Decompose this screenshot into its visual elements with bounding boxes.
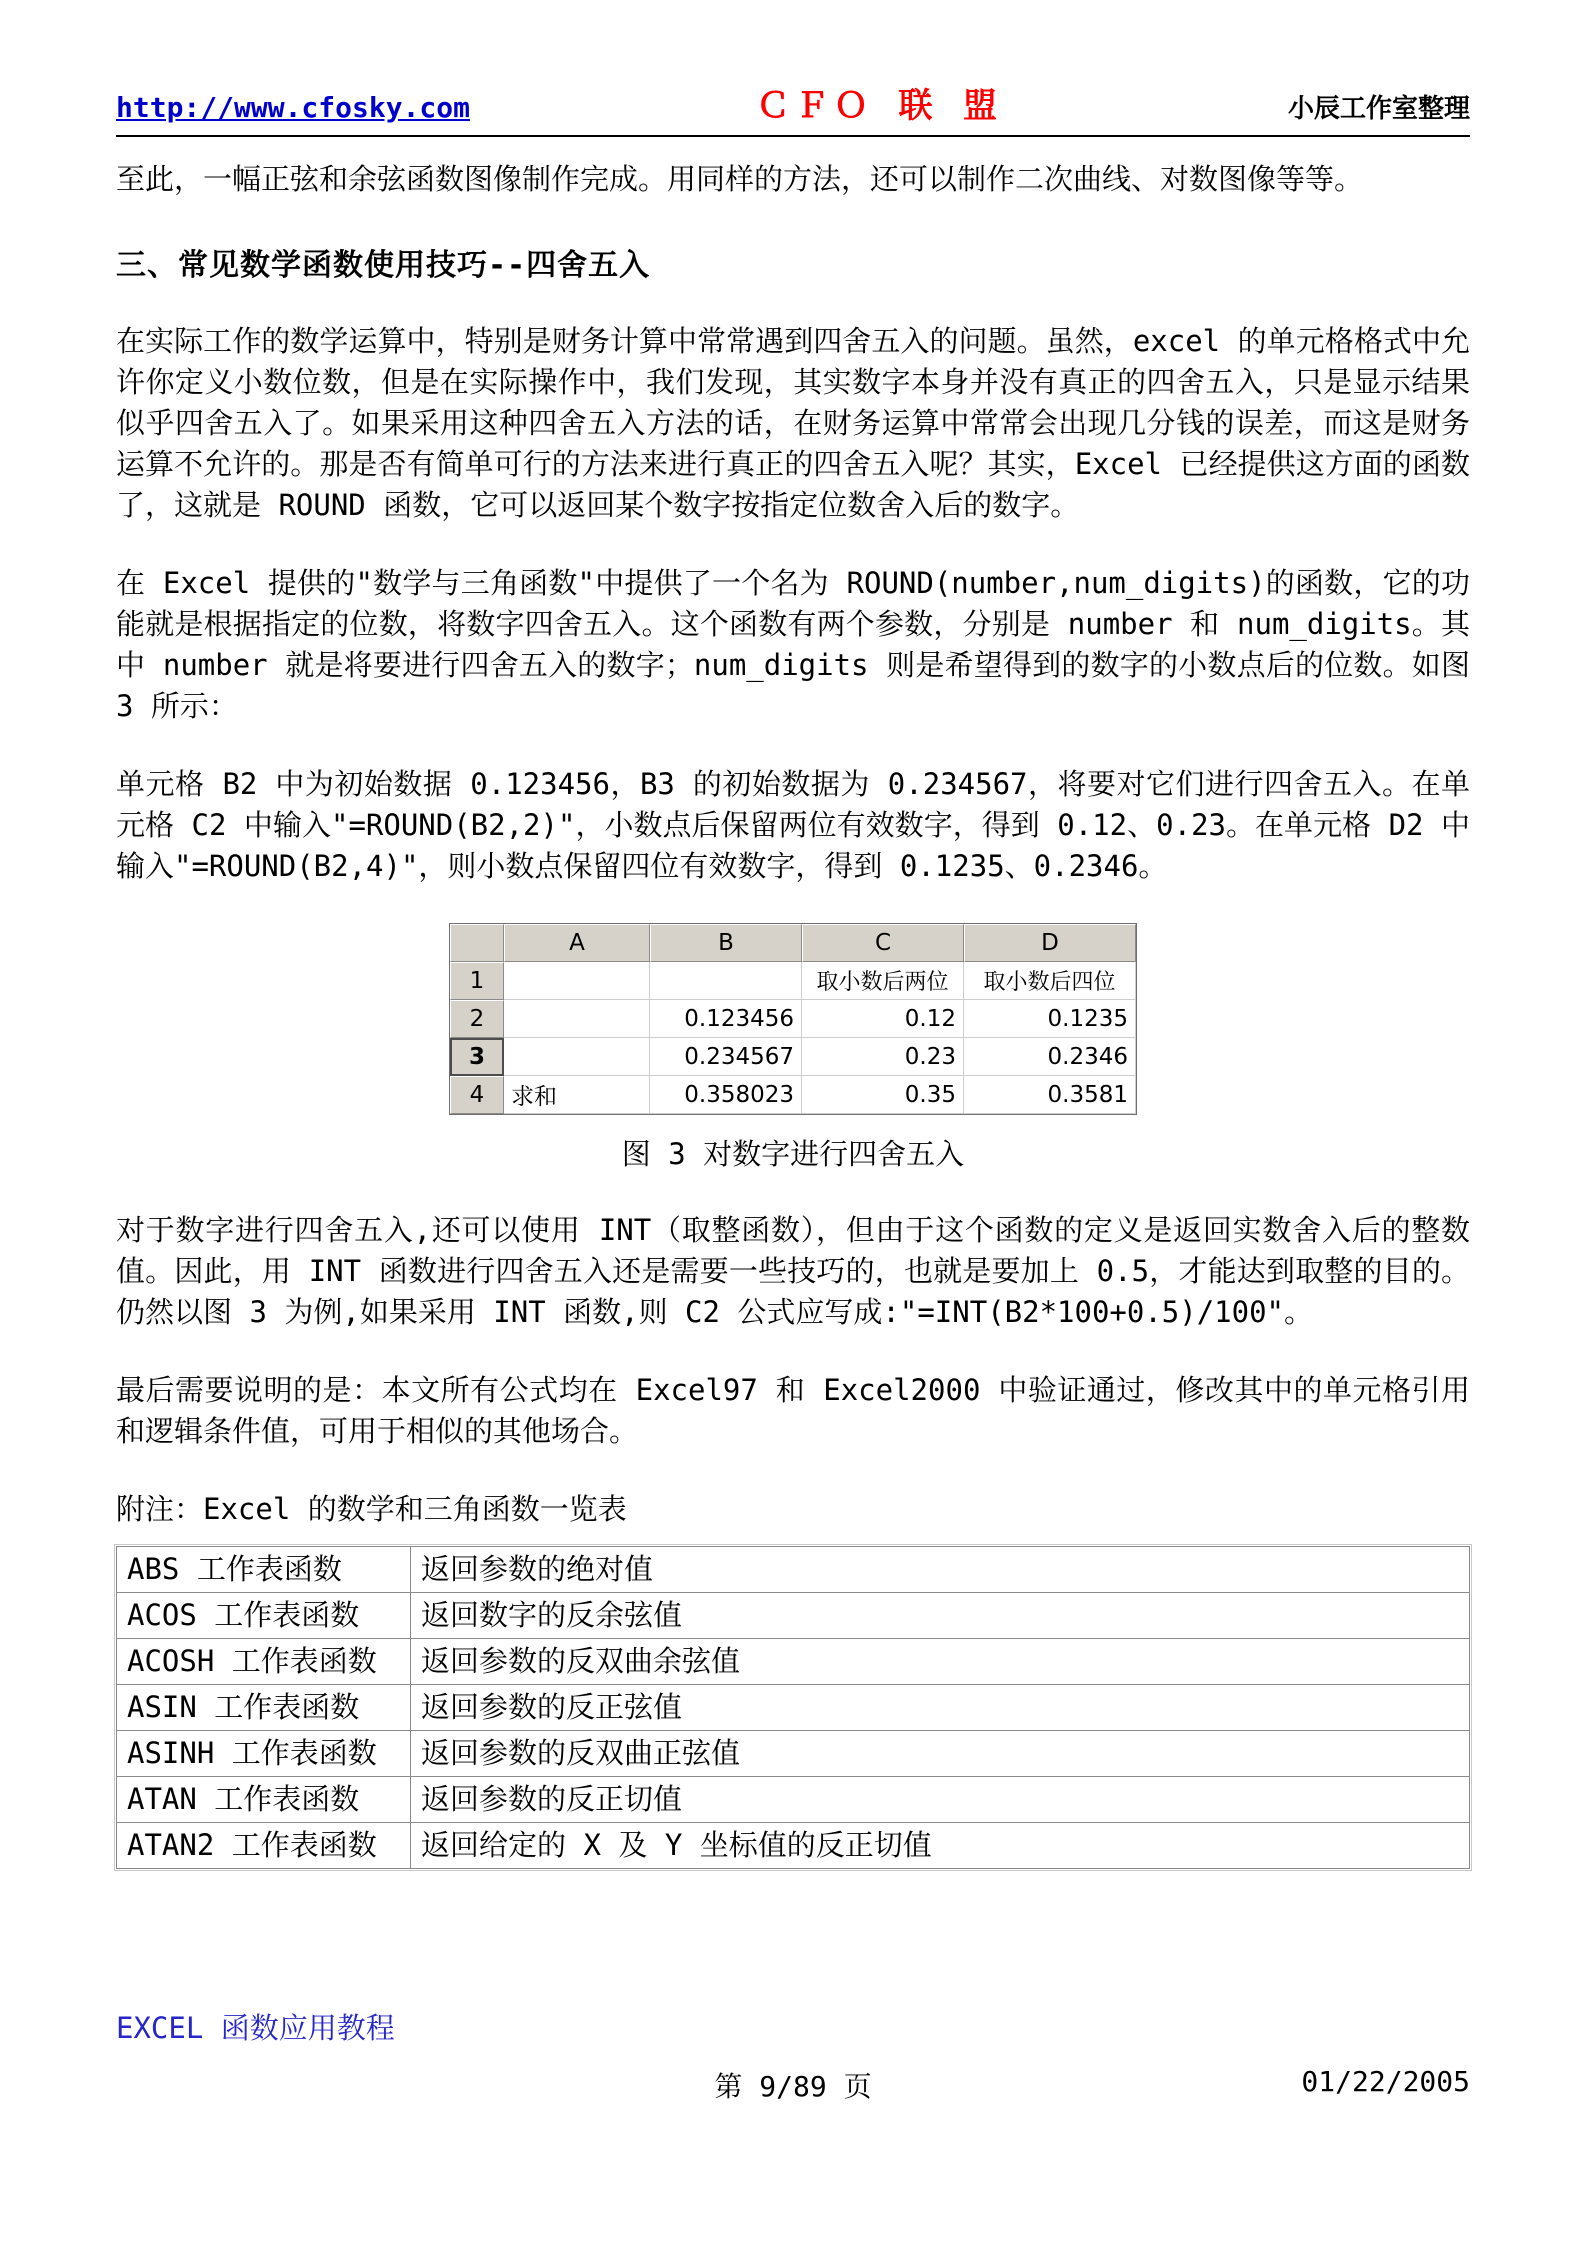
excel-row-header-4: 4: [450, 1076, 504, 1114]
function-desc-cell: 返回参数的反正弦值: [411, 1685, 1470, 1731]
footer-date: 01/22/2005: [1301, 2065, 1470, 2098]
excel-row-header-2: 2: [450, 1000, 504, 1038]
function-name-cell: ATAN2 工作表函数: [117, 1823, 411, 1869]
function-desc-cell: 返回数字的反余弦值: [411, 1593, 1470, 1639]
excel-cell-c3: 0.23: [802, 1038, 964, 1076]
excel-cell-d4: 0.3581: [964, 1076, 1136, 1114]
excel-column-header-row: [450, 924, 1136, 962]
function-name-cell: ASIN 工作表函数: [117, 1685, 411, 1731]
excel-cell-a2: [504, 1000, 650, 1038]
excel-row-3: [450, 1038, 1136, 1076]
excel-cell-c4: 0.35: [802, 1076, 964, 1114]
excel-cell-a1: [504, 962, 650, 1000]
excel-cell-b3: 0.234567: [650, 1038, 802, 1076]
paragraph-round-example: 单元格 B2 中为初始数据 0.123456，B3 的初始数据为 0.234567，将要对它们进行四舍五入。在单元格 C2 中输入"=ROUND(B2,2)"，小数点后保留两位有效数字，得到 0.12、0.23。在单元格 D2 中输入"=ROUND(B2,4)"，则小数点保留四位有效数字，得到 0.1235、0.2346。: [116, 767, 1470, 883]
header-studio-note: 小辰工作室整理: [1287, 94, 1470, 124]
table-row: [117, 1547, 1470, 1593]
excel-col-header-b: B: [650, 924, 802, 962]
document-body: [116, 137, 1470, 1869]
excel-col-header-c: C: [802, 924, 964, 962]
excel-cell-d2: 0.1235: [964, 1000, 1136, 1038]
page-number: 第 9/89 页: [714, 2070, 872, 2103]
table-row: [117, 1639, 1470, 1685]
excel-cell-d1: 取小数后四位: [964, 962, 1136, 1000]
function-desc-cell: 返回参数的反双曲余弦值: [411, 1639, 1470, 1685]
excel-cell-c1: 取小数后两位: [802, 962, 964, 1000]
function-desc-cell: 返回参数的反正切值: [411, 1777, 1470, 1823]
excel-cell-c2: 0.12: [802, 1000, 964, 1038]
excel-cell-b2: 0.123456: [650, 1000, 802, 1038]
table-row: [117, 1777, 1470, 1823]
excel-grid: [449, 923, 1137, 1115]
excel-col-header-a: A: [504, 924, 650, 962]
section-heading: 三、常见数学函数使用技巧--四舍五入: [116, 248, 651, 283]
table-row: [117, 1593, 1470, 1639]
function-reference-table: [116, 1546, 1470, 1869]
function-name-cell: ABS 工作表函数: [117, 1547, 411, 1593]
header-title: ＣＦＯ 联 盟: [756, 86, 1002, 126]
figure-caption: 图 3 对数字进行四舍五入: [621, 1137, 965, 1171]
paragraph-int-function: 对于数字进行四舍五入,还可以使用 INT（取整函数），但由于这个函数的定义是返回实数舍入后的整数值。因此，用 INT 函数进行四舍五入还是需要一些技巧的，也就是要加上 0.5，才能达到取整的目的。仍然以图 3 为例,如果采用 INT 函数,则 C2 公式应写成:"=INT(B2*100+0.5)/100"。: [116, 1213, 1470, 1329]
excel-cell-b1: [650, 962, 802, 1000]
function-name-cell: ATAN 工作表函数: [117, 1777, 411, 1823]
excel-row-header-1: 1: [450, 962, 504, 1000]
header-url-link[interactable]: http://www.cfosky.com: [116, 91, 471, 124]
table-row: [117, 1731, 1470, 1777]
excel-col-header-d: D: [964, 924, 1136, 962]
excel-row-4: [450, 1076, 1136, 1114]
table-row: [117, 1823, 1470, 1869]
page-footer: [116, 2006, 1470, 2105]
function-name-cell: ASINH 工作表函数: [117, 1731, 411, 1777]
figure-excel-screenshot: [116, 923, 1470, 1173]
excel-table: [450, 924, 1136, 1114]
excel-row-2: [450, 1000, 1136, 1038]
function-desc-cell: 返回参数的反双曲正弦值: [411, 1731, 1470, 1777]
paragraph-intro: 至此，一幅正弦和余弦函数图像制作完成。用同样的方法，还可以制作二次曲线、对数图像等等。: [116, 162, 1364, 196]
function-desc-cell: 返回参数的绝对值: [411, 1547, 1470, 1593]
table-row: [117, 1685, 1470, 1731]
footer-meta-row: [116, 2065, 1470, 2105]
excel-corner-cell: [450, 924, 504, 962]
tutorial-link[interactable]: EXCEL 函数应用教程: [116, 2011, 395, 2045]
paragraph-appendix-note: 附注：Excel 的数学和三角函数一览表: [116, 1492, 627, 1526]
function-name-cell: ACOSH 工作表函数: [117, 1639, 411, 1685]
excel-cell-a4: 求和: [504, 1076, 650, 1114]
function-name-cell: ACOS 工作表函数: [117, 1593, 411, 1639]
paragraph-round-intro: 在实际工作的数学运算中，特别是财务计算中常常遇到四舍五入的问题。虽然，excel 的单元格格式中允许你定义小数位数，但是在实际操作中，我们发现，其实数字本身并没有真正的四舍五入，只是显示结果似乎四舍五入了。如果采用这种四舍五入方法的话，在财务运算中常常会出现几分钱的误差，而这是财务运算不允许的。那是否有简单可行的方法来进行真正的四舍五入呢？其实，Excel 已经提供这方面的函数了，这就是 ROUND 函数，它可以返回某个数字按指定位数舍入后的数字。: [116, 324, 1470, 522]
paragraph-round-description: 在 Excel 提供的"数学与三角函数"中提供了一个名为 ROUND(number,num_digits)的函数，它的功能就是根据指定的位数，将数字四舍五入。这个函数有两个参数，分别是 number 和 num_digits。其中 number 就是将要进行四舍五入的数字；num_digits 则是希望得到的数字的小数点后的位数。如图 3 所示：: [116, 566, 1470, 723]
excel-row-1: [450, 962, 1136, 1000]
excel-row-header-3: 3: [450, 1038, 504, 1076]
excel-cell-d3: 0.2346: [964, 1038, 1136, 1076]
page-header: [116, 78, 1470, 137]
paragraph-final-note: 最后需要说明的是：本文所有公式均在 Excel97 和 Excel2000 中验证通过，修改其中的单元格引用和逻辑条件值，可用于相似的其他场合。: [116, 1373, 1470, 1448]
excel-cell-a3: [504, 1038, 650, 1076]
function-desc-cell: 返回给定的 X 及 Y 坐标值的反正切值: [411, 1823, 1470, 1869]
excel-cell-b4: 0.358023: [650, 1076, 802, 1114]
